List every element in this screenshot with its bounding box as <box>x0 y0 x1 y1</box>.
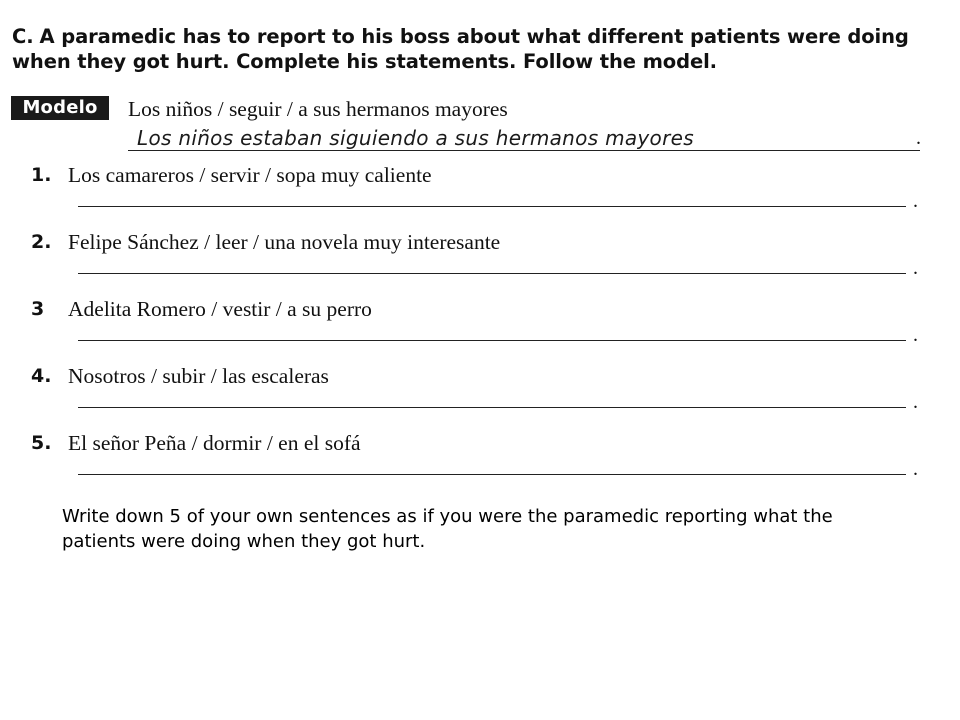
exercise-item-1 <box>0 162 960 229</box>
modelo-period: . <box>916 127 921 149</box>
exercise-item-2 <box>0 229 960 296</box>
item-prompt: Adelita Romero / vestir / a su perro <box>68 297 372 321</box>
exercise-item-4 <box>0 363 960 430</box>
item-period: . <box>913 458 918 480</box>
item-prompt: Felipe Sánchez / leer / una novela muy interesante <box>68 230 501 254</box>
answer-line-5[interactable] <box>78 474 906 475</box>
item-number: 2. <box>31 231 52 253</box>
exercise-instruction-text: A paramedic has to report to his boss about what different patients were doing when they got hurt. Complete his statements. Follow the model. <box>12 25 909 73</box>
item-number: 4. <box>31 365 52 387</box>
answer-line-1[interactable] <box>78 206 906 207</box>
modelo-answer-text: Los niños estaban siguiendo a sus hermanos mayores <box>137 126 694 150</box>
item-period: . <box>913 257 918 279</box>
item-prompt: El señor Peña / dormir / en el sofá <box>68 431 361 455</box>
exercise-item-5 <box>0 430 960 497</box>
exercise-instruction <box>12 24 942 74</box>
modelo-answer-line <box>128 126 920 151</box>
item-period: . <box>913 190 918 212</box>
modelo-prompt: Los niños / seguir / a sus hermanos mayores <box>128 97 508 121</box>
item-number: 1. <box>31 164 52 186</box>
modelo-badge: Modelo <box>11 96 109 120</box>
item-number: 3 <box>31 298 45 320</box>
item-period: . <box>913 391 918 413</box>
item-prompt: Los camareros / servir / sopa muy caliente <box>68 163 432 187</box>
task-instruction: Write down 5 of your own sentences as if you were the paramedic reporting what the patients were doing when they got hurt. <box>62 506 833 552</box>
exercise-letter: C. <box>12 25 34 48</box>
item-number: 5. <box>31 432 52 454</box>
answer-line-3[interactable] <box>78 340 906 341</box>
answer-line-4[interactable] <box>78 407 906 408</box>
item-prompt: Nosotros / subir / las escaleras <box>68 364 329 388</box>
exercise-item-3 <box>0 296 960 363</box>
answer-line-2[interactable] <box>78 273 906 274</box>
item-period: . <box>913 324 918 346</box>
